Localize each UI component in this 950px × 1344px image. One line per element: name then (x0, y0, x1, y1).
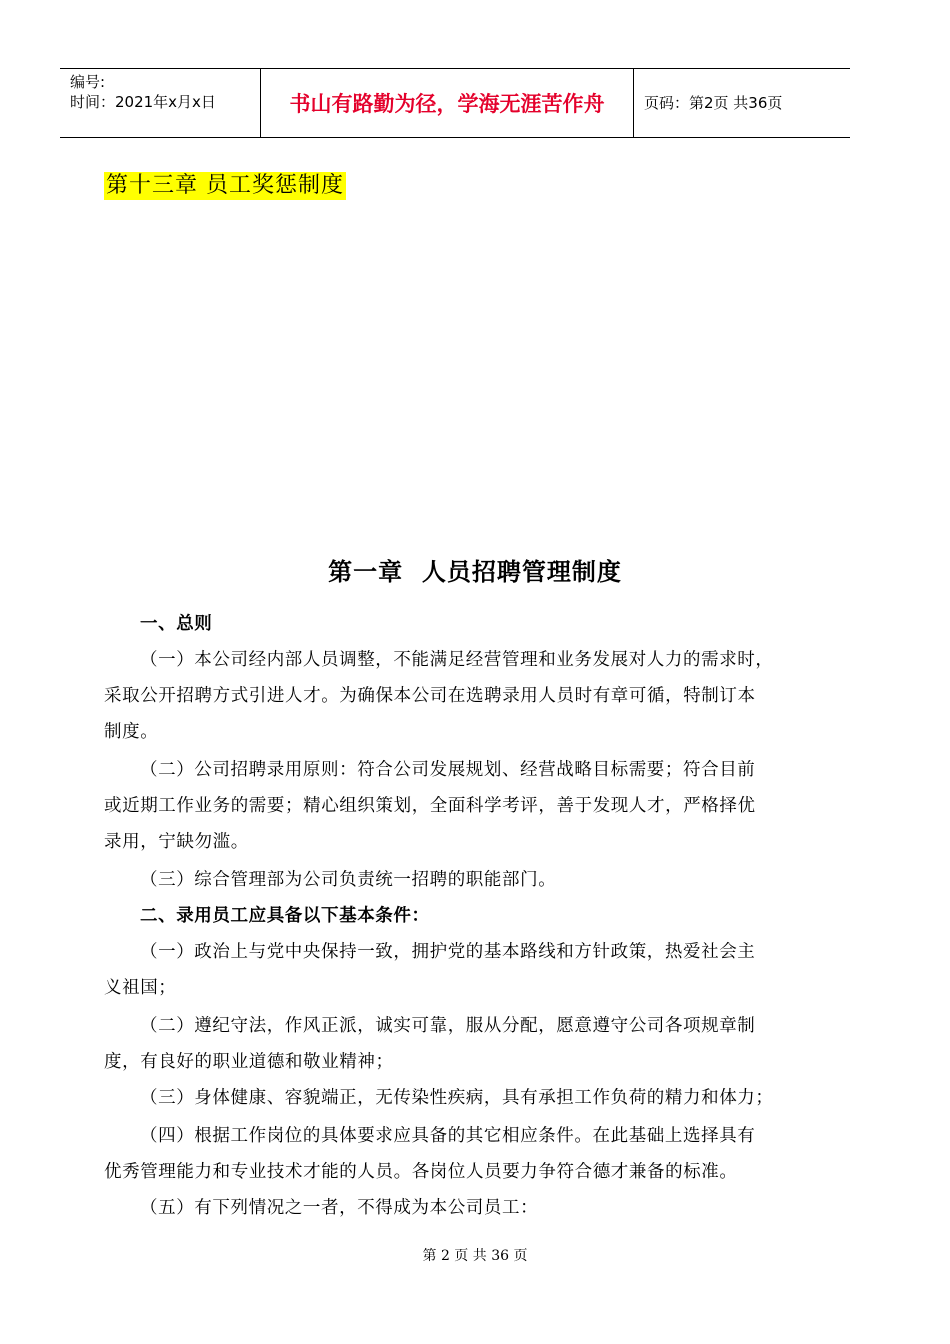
paragraph-line: （一）本公司经内部人员调整，不能满足经营管理和业务发展对人力的需求时， (140, 650, 774, 670)
page-footer: 第 2 页 共 36 页 (422, 1248, 528, 1264)
paragraph-line: 或近期工作业务的需要；精心组织策划，全面科学考评，善于发现人才，严格择优 (104, 796, 756, 816)
paragraph-line: 制度。 (104, 722, 159, 742)
paragraph-line: 采取公开招聘方式引进人才。为确保本公司在选聘录用人员时有章可循，特制订本 (104, 686, 756, 706)
header-page-cell (634, 69, 850, 137)
page-number-label: 页码：第2页 共36页 (644, 94, 783, 112)
header-motto-cell (261, 69, 634, 137)
paragraph-line: （四）根据工作岗位的具体要求应具备的其它相应条件。在此基础上选择具有 (140, 1126, 756, 1146)
paragraph-line: （三）身体健康、容貌端正，无传染性疾病，具有承担工作负荷的精力和体力； (140, 1088, 774, 1108)
motto-text: 书山有路勤为径，学海无涯苦作舟 (289, 92, 605, 116)
page-header (60, 68, 850, 138)
paragraph-line: 优秀管理能力和专业技术才能的人员。各岗位人员要力争符合德才兼备的标准。 (104, 1162, 738, 1182)
code-label: 编号: (70, 73, 106, 91)
chapter-1-title: 第一章 人员招聘管理制度 (328, 558, 622, 586)
paragraph-line: （二）公司招聘录用原则：符合公司发展规划、经营战略目标需要；符合目前 (140, 760, 756, 780)
general-heading: 一、总则 (140, 614, 213, 634)
time-label: 时间：2021年x月x日 (70, 93, 216, 111)
conditions-heading: 二、录用员工应具备以下基本条件： (140, 906, 430, 926)
paragraph-line: （二）遵纪守法，作风正派，诚实可靠，服从分配，愿意遵守公司各项规章制 (140, 1016, 756, 1036)
header-meta-cell (60, 69, 261, 137)
chapter-13-heading: 第十三章 员工奖惩制度 (106, 173, 344, 198)
paragraph-line: （五）有下列情况之一者，不得成为本公司员工： (140, 1198, 539, 1218)
paragraph-line: 义祖国； (104, 978, 177, 998)
paragraph-line: （三）综合管理部为公司负责统一招聘的职能部门。 (140, 870, 557, 890)
paragraph-line: 录用，宁缺勿滥。 (104, 832, 249, 852)
paragraph-line: （一）政治上与党中央保持一致，拥护党的基本路线和方针政策，热爱社会主 (140, 942, 756, 962)
paragraph-line: 度，有良好的职业道德和敬业精神； (104, 1052, 394, 1072)
